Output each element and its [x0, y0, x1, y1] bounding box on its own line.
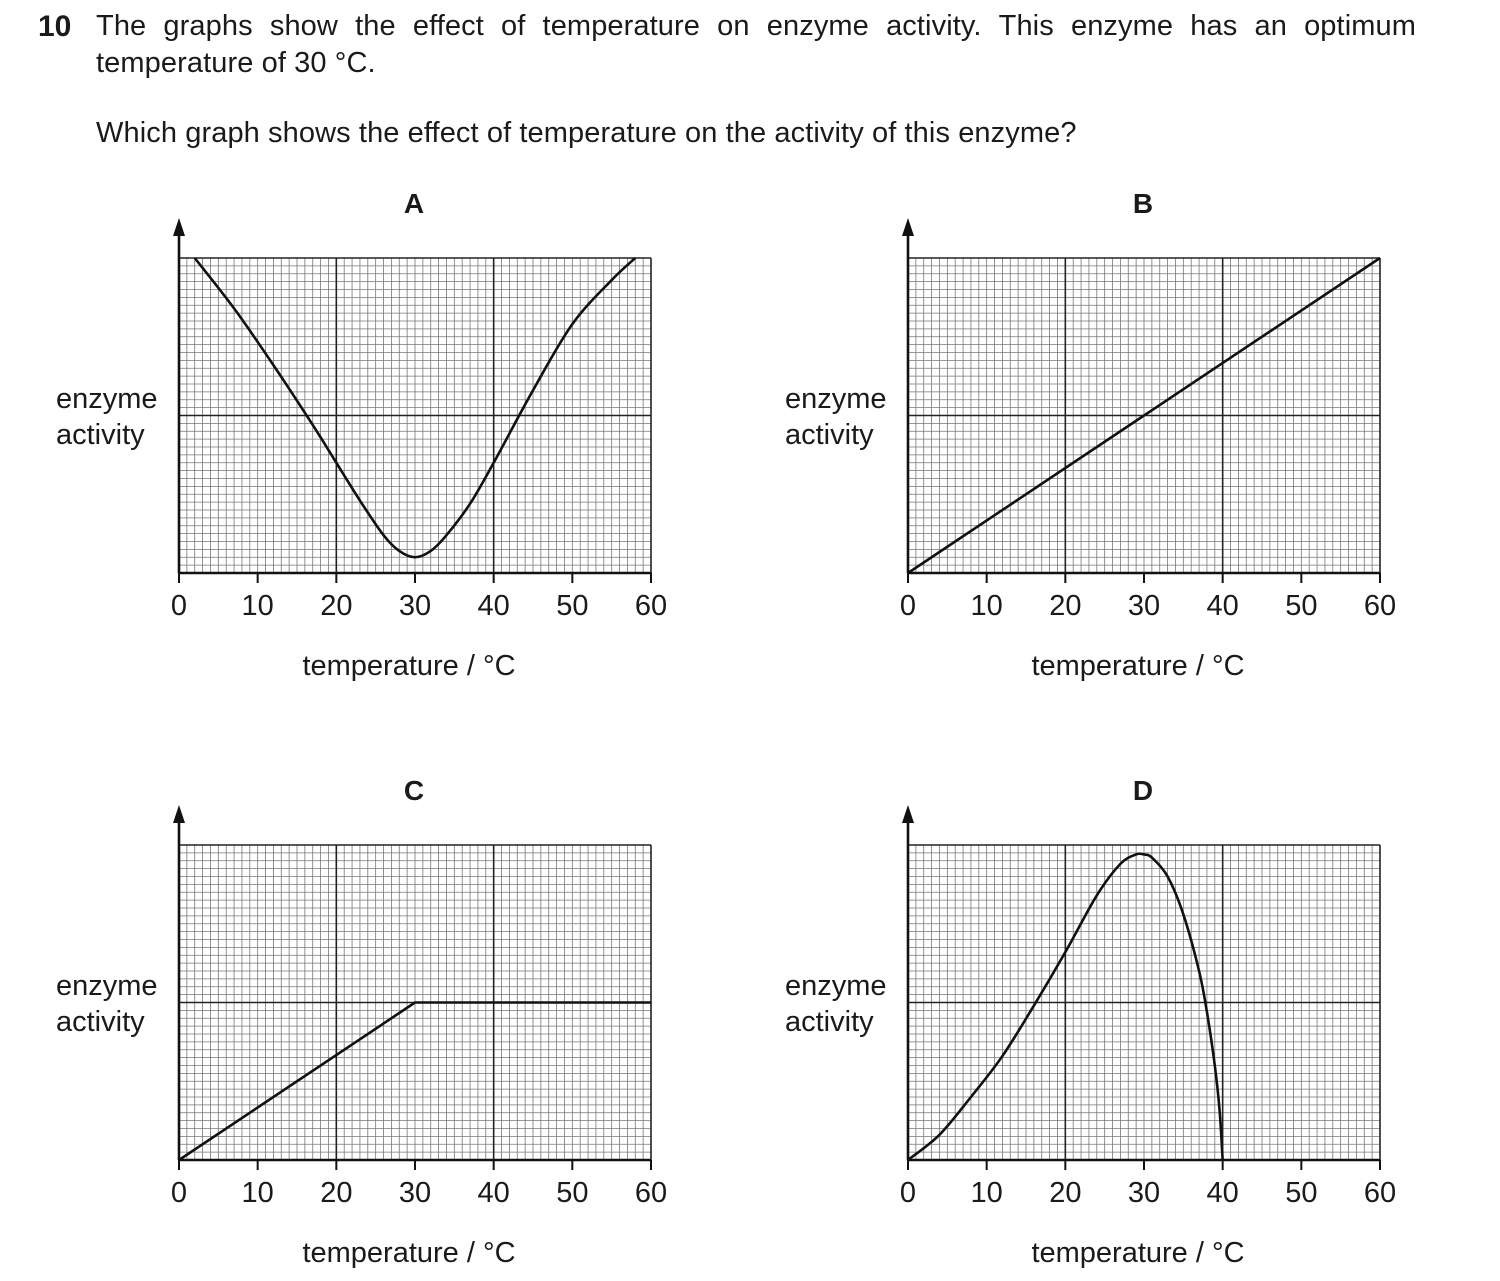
x-tick-label: 0 [170, 1177, 188, 1209]
x-tick-label: 40 [477, 590, 510, 622]
y-axis-arrow [173, 805, 185, 823]
x-axis-label: temperature / °C [1031, 1237, 1245, 1269]
y-axis-label-line: activity [56, 419, 145, 451]
y-axis-label [56, 970, 158, 1038]
question-word: show [269, 10, 338, 42]
question-word: an [1254, 10, 1287, 42]
question-word: This [998, 10, 1054, 42]
chart-title: C [403, 775, 425, 806]
chart-title: B [1132, 188, 1154, 219]
x-axis-label: temperature / °C [1031, 650, 1245, 682]
y-axis-label-line: activity [785, 1006, 874, 1038]
x-tick-label: 0 [899, 590, 917, 622]
question-word: of [501, 10, 526, 42]
x-tick-label: 60 [634, 590, 668, 622]
x-tick-label: 50 [1285, 1177, 1318, 1209]
chart-a [56, 188, 667, 682]
question-word: The [96, 10, 147, 42]
y-axis-label-line: enzyme [56, 383, 158, 415]
x-tick-label: 10 [970, 1177, 1003, 1209]
y-axis-arrow [902, 218, 914, 236]
x-tick-label: 20 [320, 590, 353, 622]
y-axis-arrow [902, 805, 914, 823]
question-word: effect [412, 10, 484, 42]
x-tick-label: 50 [556, 1177, 589, 1209]
x-tick-label: 20 [1049, 1177, 1082, 1209]
question-word: graphs [163, 10, 253, 42]
x-axis-label: temperature / °C [302, 650, 516, 682]
question-word: on [717, 10, 750, 42]
x-tick-label: 50 [1285, 590, 1318, 622]
question-word: has [1190, 10, 1238, 42]
x-tick-label: 30 [398, 1177, 432, 1209]
y-axis-label-line: activity [56, 1006, 145, 1038]
y-axis-label [785, 383, 887, 451]
x-tick-label: 20 [1049, 590, 1082, 622]
question-word: optimum [1304, 10, 1416, 42]
x-tick-label: 20 [320, 1177, 353, 1209]
chart-title: D [1132, 775, 1154, 806]
x-tick-label: 60 [634, 1177, 668, 1209]
question-prompt: Which graph shows the effect of temperature on the activity of this enzyme? [96, 117, 1077, 149]
question-word: activity. [886, 10, 982, 42]
chart-title: A [403, 188, 425, 219]
question-text-line-2: temperature of 30 °C. [96, 47, 376, 79]
chart-c [56, 775, 667, 1269]
x-tick-label: 60 [1363, 590, 1397, 622]
x-axis-label: temperature / °C [302, 1237, 516, 1269]
x-tick-label: 40 [477, 1177, 510, 1209]
y-axis-arrow [173, 218, 185, 236]
x-tick-label: 10 [241, 590, 274, 622]
chart-d [785, 775, 1396, 1269]
x-tick-label: 40 [1206, 1177, 1239, 1209]
y-axis-label [785, 970, 887, 1038]
x-tick-label: 0 [899, 1177, 917, 1209]
y-axis-label [56, 383, 158, 451]
x-tick-label: 40 [1206, 590, 1239, 622]
x-tick-label: 30 [1127, 590, 1161, 622]
y-axis-label-line: enzyme [785, 383, 887, 415]
x-tick-label: 50 [556, 590, 589, 622]
question-word: the [355, 10, 396, 42]
x-tick-label: 60 [1363, 1177, 1397, 1209]
x-tick-label: 10 [970, 590, 1003, 622]
question-word: enzyme [766, 10, 869, 42]
question-number: 10 [38, 10, 72, 43]
question-word: temperature [542, 10, 701, 42]
x-tick-label: 30 [1127, 1177, 1161, 1209]
x-tick-label: 30 [398, 590, 432, 622]
y-axis-label-line: enzyme [56, 970, 158, 1002]
chart-b [785, 188, 1396, 682]
question-word: enzyme [1070, 10, 1174, 42]
x-tick-label: 10 [241, 1177, 274, 1209]
y-axis-label-line: activity [785, 419, 874, 451]
y-axis-label-line: enzyme [785, 970, 887, 1002]
x-tick-label: 0 [170, 590, 188, 622]
